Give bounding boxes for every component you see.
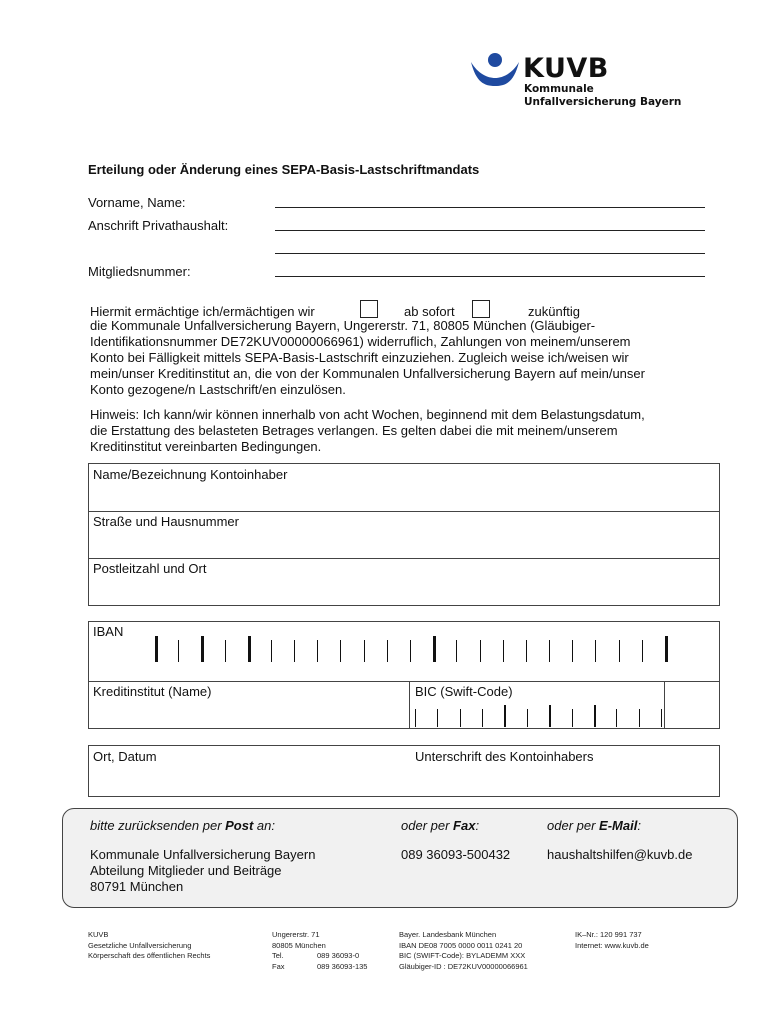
iban-separator — [155, 636, 158, 662]
iban-separator — [225, 640, 226, 662]
checkbox-now[interactable] — [360, 300, 378, 318]
bic-separator — [415, 709, 416, 727]
logo-line-1: Kommunale — [524, 83, 594, 95]
address-line-2[interactable] — [275, 253, 705, 254]
iban-separator — [503, 640, 504, 662]
footer-col-4 — [575, 930, 649, 951]
return-info-box — [62, 808, 738, 908]
footer-tel: 089 36093-0 — [317, 951, 360, 960]
address-line-1[interactable] — [275, 230, 705, 231]
iban-separator — [665, 636, 668, 662]
member-number-label: Mitgliedsnummer: — [88, 264, 191, 279]
iban-separator — [480, 640, 481, 662]
mandate-line-5: Konto gezogene/n Lastschrift/en einzulösen. — [90, 382, 346, 397]
mandate-line-1: die Kommunale Unfallversicherung Bayern, Ungererstr. 71, 80805 München (Gläubiger- — [90, 318, 596, 333]
footer-org: KUVB — [88, 930, 109, 939]
return-email-address[interactable]: haushaltshilfen@kuvb.de — [547, 847, 693, 862]
signature-label: Unterschrift des Kontoinhabers — [415, 749, 594, 764]
iban-separator — [317, 640, 318, 662]
logo-line-2: Unfallversicherung Bayern — [524, 96, 682, 108]
iban-separator — [410, 640, 411, 662]
bic-separator — [482, 709, 483, 727]
return-address-line-1: Kommunale Unfallversicherung Bayern — [90, 847, 316, 862]
bic-separator — [616, 709, 617, 727]
bic-label: BIC (Swift-Code) — [415, 684, 513, 699]
iban-separator — [642, 640, 643, 662]
return-post-heading: bitte zurücksenden per Post an: — [90, 818, 275, 833]
footer-col-3 — [399, 930, 528, 972]
signature-field[interactable] — [409, 746, 719, 796]
bic-separator — [639, 709, 640, 727]
return-email-heading: oder per E-Mail: — [547, 818, 641, 833]
mandate-intro: Hiermit ermächtige ich/ermächtigen wir — [90, 304, 315, 319]
name-label: Vorname, Name: — [88, 195, 186, 210]
footer-fax-label: Fax — [272, 961, 285, 971]
hint-text — [90, 407, 720, 455]
bic-separator — [549, 705, 551, 727]
footer-bank: Bayer. Landesbank München — [399, 930, 497, 939]
iban-separator — [456, 640, 457, 662]
city-label: Postleitzahl und Ort — [93, 561, 207, 576]
footer-internet: Internet: www.kuvb.de — [575, 940, 649, 950]
footer-type: Gesetzliche Unfallversicherung — [88, 940, 192, 950]
bic-separator — [527, 709, 528, 727]
bic-separator — [572, 709, 573, 727]
footer-creditor-id: Gläubiger-ID : DE72KUV00000066961 — [399, 961, 528, 971]
name-line[interactable] — [275, 207, 705, 208]
mandate-line-3: Konto bei Fälligkeit mittels SEPA-Basis-Lastschrift einzuziehen. Zugleich weise ich/weisen wir — [90, 350, 629, 365]
mandate-text — [90, 318, 720, 398]
iban-label: IBAN — [93, 624, 124, 639]
page-title: Erteilung oder Änderung eines SEPA-Basis-Lastschriftmandats — [88, 162, 480, 177]
bic-input[interactable] — [415, 705, 665, 727]
hint-line-3: Kreditinstitut vereinbarten Bedingungen. — [90, 439, 322, 454]
bic-separator — [460, 709, 461, 727]
iban-separator — [248, 636, 251, 662]
footer-tel-label: Tel. — [272, 951, 284, 960]
iban-input[interactable] — [155, 636, 669, 666]
account-holder-box — [88, 463, 720, 606]
iban-separator — [294, 640, 295, 662]
iban-separator — [271, 640, 272, 662]
bic-separator — [661, 709, 662, 727]
bank-box — [88, 621, 720, 729]
bank-name-field[interactable] — [89, 681, 409, 728]
hint-line-2: die Erstattung des belasteten Betrages verlangen. Es gelten dabei die mit meinem/unserem — [90, 423, 618, 438]
footer-city: 80805 München — [272, 940, 326, 950]
bic-separator — [437, 709, 438, 727]
kuvb-logo-icon — [470, 52, 520, 88]
footer-iban: IBAN DE08 7005 0000 0011 0241 20 — [399, 940, 523, 950]
return-fax-number: 089 36093-500432 — [401, 847, 511, 862]
iban-separator — [572, 640, 573, 662]
return-address-line-3: 80791 München — [90, 879, 184, 894]
kuvb-logo — [470, 50, 700, 120]
iban-separator — [201, 636, 204, 662]
signature-box — [88, 745, 720, 797]
holder-name-label: Name/Bezeichnung Kontoinhaber — [93, 467, 288, 482]
footer-ik: IK–Nr.: 120 991 737 — [575, 930, 642, 939]
return-address — [90, 847, 315, 895]
iban-separator — [178, 640, 179, 662]
iban-separator — [549, 640, 550, 662]
member-number-line[interactable] — [275, 276, 705, 277]
bic-separator — [504, 705, 506, 727]
bic-separator — [594, 705, 596, 727]
city-field[interactable] — [89, 558, 719, 605]
iban-separator — [387, 640, 388, 662]
footer-street: Ungererstr. 71 — [272, 930, 320, 939]
iban-separator — [433, 636, 436, 662]
iban-separator — [526, 640, 527, 662]
footer-col-1 — [88, 930, 210, 962]
place-date-field[interactable] — [89, 746, 409, 796]
street-field[interactable] — [89, 511, 719, 559]
footer-col-2 — [272, 930, 392, 972]
option-now-label: ab sofort — [404, 304, 455, 319]
street-label: Straße und Hausnummer — [93, 514, 239, 529]
holder-name-field[interactable] — [89, 464, 719, 512]
iban-separator — [619, 640, 620, 662]
footer-legal: Körperschaft des öffentlichen Rechts — [88, 951, 211, 960]
logo-wordmark: KUVB — [523, 53, 609, 84]
option-future-label: zukünftig — [528, 304, 581, 319]
iban-separator — [340, 640, 341, 662]
address-label: Anschrift Privathaushalt: — [88, 218, 229, 233]
return-address-line-2: Abteilung Mitglieder und Beiträge — [90, 863, 282, 878]
return-fax-heading: oder per Fax: — [401, 818, 480, 833]
footer-bic: BIC (SWIFT-Code): BYLADEMM XXX — [399, 951, 526, 960]
place-date-label: Ort, Datum — [93, 749, 157, 764]
footer-fax: 089 36093-135 — [317, 961, 368, 971]
hint-line-1: Hinweis: Ich kann/wir können innerhalb von acht Wochen, beginnend mit dem Belastungsdatum, — [90, 407, 645, 422]
iban-separator — [595, 640, 596, 662]
iban-separator — [364, 640, 365, 662]
mandate-line-2: Identifikationsnummer DE72KUV00000066961) widerruflich, Zahlungen von meinem/unserem — [90, 334, 631, 349]
bank-name-label: Kreditinstitut (Name) — [93, 684, 212, 699]
checkbox-future[interactable] — [472, 300, 490, 318]
mandate-line-4: mein/unser Kreditinstitut an, die von der Kommunalen Unfallversicherung Bayern auf mein/unser — [90, 366, 645, 381]
